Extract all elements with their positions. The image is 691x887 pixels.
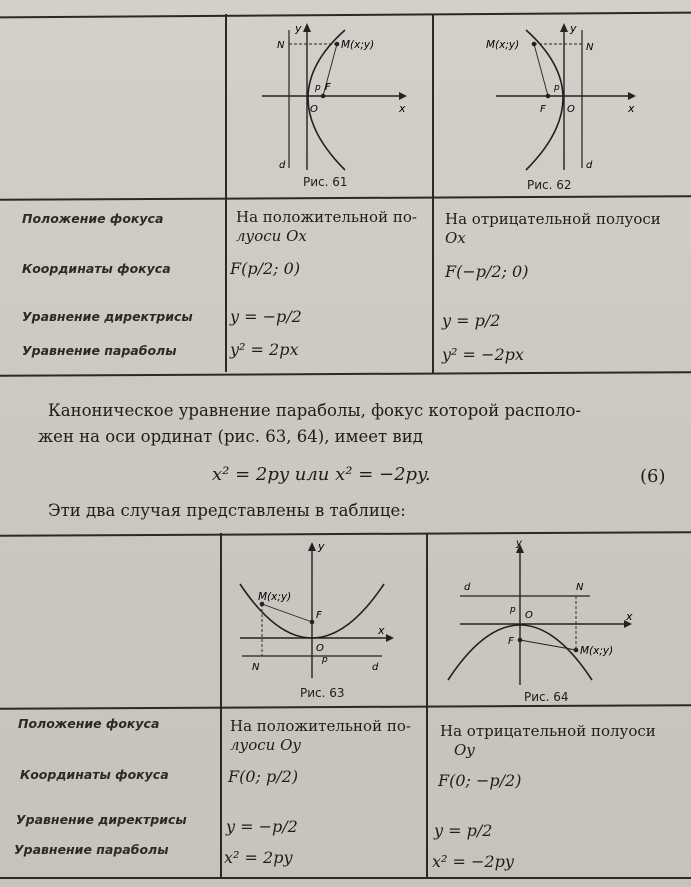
svg-text:O: O [567, 104, 575, 115]
svg-text:y: y [295, 22, 302, 35]
t2-label-directrix-equation: Уравнение директрисы [16, 812, 187, 827]
svg-text:x: x [399, 102, 406, 115]
svg-text:N: N [277, 40, 285, 51]
t1-left-focus-coordinates: F(p/2; 0) [230, 259, 301, 278]
parabola-curve [308, 30, 345, 170]
point-M [335, 42, 340, 47]
table1-col-divider-2 [432, 14, 434, 374]
svg-text:O: O [310, 104, 318, 115]
t2-right-focus-coordinates: F(0; −p/2) [438, 771, 522, 790]
figure-64 [430, 540, 645, 690]
svg-text:F: F [325, 82, 331, 93]
table1-top-border [0, 12, 691, 19]
svg-text:d: d [464, 582, 471, 593]
t2-label-parabola-equation: Уравнение параболы [14, 842, 169, 857]
svg-text:N: N [586, 42, 594, 53]
t2-right-directrix-equation: y = p/2 [434, 821, 493, 840]
svg-text:M(x;y): M(x;y) [486, 39, 520, 51]
t1-right-focus-position: На отрицательной полуоси Ox [445, 210, 661, 247]
t2-label-focus-position: Положение фокуса [18, 716, 160, 731]
svg-text:M(x;y): M(x;y) [580, 645, 614, 657]
svg-text:N: N [252, 662, 260, 673]
t1-label-directrix-equation: Уравнение директрисы [22, 309, 193, 324]
svg-text:y: y [516, 540, 522, 549]
t2-label-focus-coordinates: Координаты фокуса [20, 767, 169, 782]
t1-label-parabola-equation: Уравнение параболы [22, 343, 177, 358]
t2-left-directrix-equation: y = −p/2 [226, 817, 298, 836]
table1-bottom-border [0, 371, 691, 377]
svg-text:F: F [540, 104, 546, 115]
table1-header-border [0, 195, 691, 201]
svg-text:p: p [510, 605, 516, 615]
table2-top-border [0, 531, 691, 537]
figure-62-caption: Рис. 62 [527, 178, 572, 192]
t1-left-focus-position: На положительной по- луоси Ox [236, 208, 417, 245]
t1-right-focus-coordinates: F(−p/2; 0) [445, 262, 529, 281]
point-F [518, 638, 523, 643]
point-F [546, 94, 551, 99]
t2-right-focus-position: На отрицательной полуоси Oy [440, 722, 656, 759]
point-F [310, 620, 315, 625]
table-intro: Эти два случая представлены в таблице: [48, 501, 406, 520]
arrow-x-head [386, 634, 394, 642]
t1-label-focus-position: Положение фокуса [22, 211, 164, 226]
figure-62 [436, 20, 641, 185]
arrow-x-head [628, 92, 636, 100]
svg-text:O: O [316, 643, 324, 654]
point-M [574, 648, 579, 653]
figure-63-caption: Рис. 63 [300, 686, 345, 700]
table2-header-border [0, 704, 691, 710]
t2-left-parabola-equation: x² = 2py [224, 848, 293, 867]
t1-left-directrix-equation: y = −p/2 [230, 307, 302, 326]
svg-text:M(x;y): M(x;y) [341, 39, 375, 51]
point-M [532, 42, 537, 47]
svg-text:x: x [628, 102, 635, 115]
arrow-y-head [560, 23, 568, 32]
paragraph-canonical: Каноническое уравнение параболы, фокус которой располо- жен на оси ординат (рис. 63, 64), имеет вид [38, 401, 582, 446]
svg-text:p: p [322, 655, 328, 665]
t1-right-directrix-equation: y = p/2 [442, 311, 501, 330]
equation-number: (6) [640, 466, 666, 487]
svg-text:d: d [372, 662, 379, 673]
svg-text:F: F [508, 636, 514, 647]
t1-left-parabola-equation: y² = 2px [230, 340, 299, 359]
t2-left-focus-coordinates: F(0; p/2) [228, 767, 299, 786]
arrow-y-head [308, 542, 316, 551]
svg-text:F: F [316, 610, 322, 621]
t2-left-focus-position: На положительной по- луоси Oy [230, 717, 411, 754]
svg-text:x: x [626, 610, 633, 623]
svg-text:x: x [378, 624, 385, 637]
svg-text:p: p [554, 83, 560, 93]
svg-text:N: N [576, 582, 584, 593]
figure-61 [227, 20, 432, 185]
figure-64-caption: Рис. 64 [524, 690, 569, 704]
point-F [321, 94, 326, 99]
figure-61-caption: Рис. 61 [303, 175, 348, 189]
arrow-x-head [399, 92, 407, 100]
svg-text:p: p [315, 83, 321, 93]
figure-63 [222, 538, 427, 688]
svg-text:y: y [570, 22, 577, 35]
segment-MF [520, 640, 576, 650]
t2-right-parabola-equation: x² = −2py [432, 852, 514, 871]
table2-bottom-border [0, 877, 691, 879]
t1-right-parabola-equation: y² = −2px [442, 345, 524, 364]
svg-text:O: O [525, 610, 533, 621]
parabola-curve [526, 30, 563, 170]
svg-text:M(x;y): M(x;y) [258, 591, 292, 603]
arrow-y-head [303, 23, 311, 32]
svg-text:y: y [318, 540, 325, 553]
svg-text:d: d [586, 160, 593, 171]
t1-label-focus-coordinates: Координаты фокуса [22, 261, 171, 276]
equation-6: x² = 2py или x² = −2py. [212, 464, 431, 485]
svg-text:d: d [279, 160, 286, 171]
